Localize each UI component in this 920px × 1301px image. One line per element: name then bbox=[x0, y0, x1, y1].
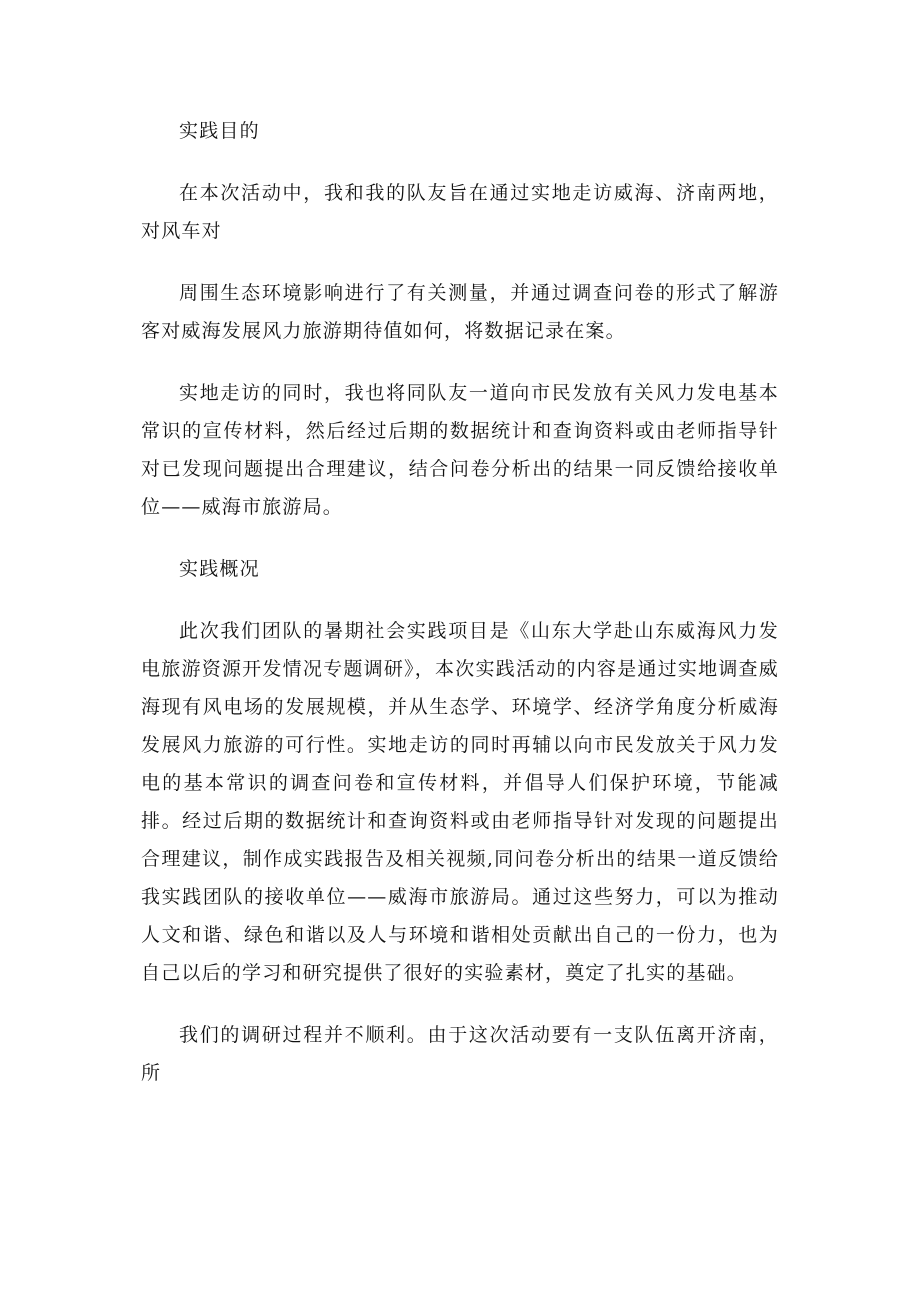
section-heading-purpose: 实践目的 bbox=[179, 120, 260, 142]
document-body bbox=[141, 112, 779, 1116]
paragraph-purpose-3: 实地走访的同时，我也将同队友一道向市民发放有关风力发电基本常识的宣传材料，然后经过后期的数据统计和查询资料或由老师指导针对已发现问题提出合理建议，结合问卷分析出的结果一同反馈给接收单位——威海市旅游局。 bbox=[141, 382, 779, 518]
paragraph-purpose-2: 周围生态环境影响进行了有关测量，并通过调查问卷的形式了解游客对威海发展风力旅游期待值如何，将数据记录在案。 bbox=[141, 282, 779, 342]
paragraph-overview-2: 我们的调研过程并不顺利。由于这次活动要有一支队伍离开济南，所 bbox=[141, 1024, 779, 1084]
section-heading-overview: 实践概况 bbox=[179, 558, 260, 580]
paragraph-overview-1: 此次我们团队的暑期社会实践项目是《山东大学赴山东威海风力发电旅游资源开发情况专题调研》，本次实践活动的内容是通过实地调查威海现有风电场的发展规模，并从生态学、环境学、经济学角度分析威海发展风力旅游的可行性。实地走访的同时再辅以向市民发放关于风力发电的基本常识的调查问卷和宣传材料，并倡导人们保护环境，节能减排。经过后期的数据统计和查询资料或由老师指导针对发现的问题提出合理建议，制作成实践报告及相关视频,同问卷分析出的结果一道反馈给我实践团队的接收单位——威海市旅游局。通过这些努力，可以为推动人文和谐、绿色和谐以及人与环境和谐相处贡献出自己的一份力，也为自己以后的学习和研究提供了很好的实验素材，奠定了扎实的基础。 bbox=[141, 620, 779, 984]
paragraph-purpose-1: 在本次活动中，我和我的队友旨在通过实地走访威海、济南两地，对风车对 bbox=[141, 182, 779, 242]
